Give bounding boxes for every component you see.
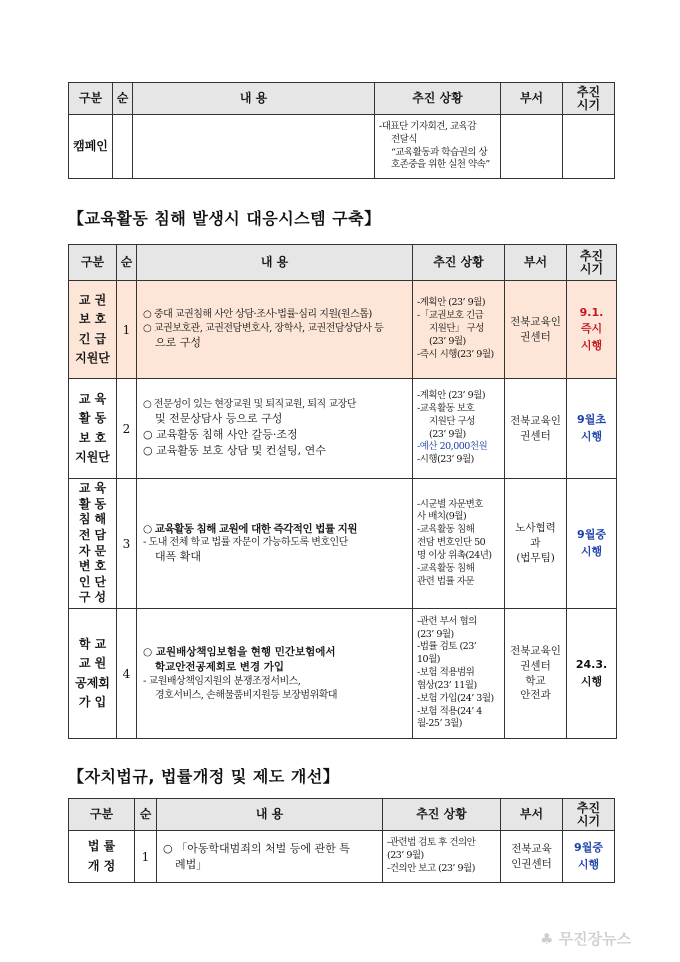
- header-time: 추진 시기: [563, 799, 615, 831]
- order-cell: 3: [117, 479, 137, 609]
- dept-cell: 전북교육인 권센터: [505, 281, 567, 379]
- time-cell: [563, 115, 615, 179]
- content-cell: ○ 교원배상책임보험을 현행 민간보험에서 학교안전공제회로 변경 가입 - 교원배상책임지원의 분쟁조정서비스, 경호서비스, 손해물품비지원등 보장범위확대: [137, 609, 413, 739]
- response-system-table: [68, 244, 617, 739]
- status-cell: -관련법 검토 후 건의안 (23’ 9월) -건의안 보고 (23’ 9월): [383, 831, 501, 883]
- dept-cell: 전북교육 인권센터: [501, 831, 563, 883]
- category-cell: 교 육 활 동 보 호 지원단: [69, 379, 117, 479]
- table-row: [69, 379, 617, 479]
- header-category: 구분: [69, 799, 135, 831]
- order-cell: 4: [117, 609, 137, 739]
- content-cell: ○ 교육활동 침해 교원에 대한 즉각적인 법률 지원 - 도내 전체 학교 법률 자문이 가능하도록 변호인단 대폭 확대: [137, 479, 413, 609]
- header-dept: 부서: [501, 83, 563, 115]
- category-col-left: 교 활 침 전 자 변 인 구: [78, 481, 91, 605]
- time-cell: 24.3. 시행: [567, 609, 617, 739]
- header-order: 순: [117, 245, 137, 281]
- header-time: 추진 시기: [563, 83, 615, 115]
- dept-cell: [501, 115, 563, 179]
- table-row: [69, 479, 617, 609]
- section-title-response-system: 【교육활동 침해 발생시 대응시스템 구축】: [68, 209, 381, 228]
- status-cell: -시군별 자문변호 사 배치(9월) -교육활동 침해 전담 변호인단 50 명 이상 위촉(24년) -교육활동 침해 관련 법률 자문: [413, 479, 505, 609]
- dept-cell: 전북교육인 권센터 학교 안전과: [505, 609, 567, 739]
- status-cell: -계획안 (23’ 9월) -「교권보호 긴급 지원단」 구성 (23’ 9월) -즉시 시행(23’ 9월): [413, 281, 505, 379]
- content-cell: [133, 115, 375, 179]
- category-cell: 교 권 보 호 긴 급 지원단: [69, 281, 117, 379]
- header-dept: 부서: [501, 799, 563, 831]
- table-row: [69, 831, 615, 883]
- content-cell: ○ 중대 교권침해 사안 상담·조사·법률·심리 지원(원스톱) ○ 교권보호관, 교권전담변호사, 장학사, 교권전담상담사 등 으로 구성: [137, 281, 413, 379]
- order-cell: 2: [117, 379, 137, 479]
- order-cell: 1: [135, 831, 157, 883]
- table-row: [69, 281, 617, 379]
- category-cell: 법 률 개 정: [69, 831, 135, 883]
- content-cell: ○ 전문성이 있는 현장교원 및 퇴직교원, 퇴직 교장단 및 전문상담사 등으로 구성 ○ 교육활동 침해 사안 갈등·조정 ○ 교육활동 보호 상담 및 컨설팅, 연수: [137, 379, 413, 479]
- order-cell: 1: [117, 281, 137, 379]
- header-time: 추진 시기: [567, 245, 617, 281]
- time-cell: 9.1. 즉시 시행: [567, 281, 617, 379]
- continuation-table: [68, 82, 615, 179]
- time-cell: 9월중 시행: [567, 479, 617, 609]
- status-cell: -관련 부서 협의 (23’ 9월) -법률 검토 (23’ 10월) -보험 적용범위 협상(23’ 11월) -보험 가입(24’ 3월) -보험 적용(24’ 4 월-25’ 3월): [413, 609, 505, 739]
- law-revision-table: [68, 798, 615, 883]
- header-category: 구분: [69, 245, 117, 281]
- time-cell: 9월중 시행: [563, 831, 615, 883]
- table-row: [69, 609, 617, 739]
- category-cell: 학 교 교 원 공제회 가 입: [69, 609, 117, 739]
- header-status: 추진 상황: [375, 83, 501, 115]
- dept-cell: 전북교육인 권센터: [505, 379, 567, 479]
- header-content: 내 용: [133, 83, 375, 115]
- time-cell: 9월초 시행: [567, 379, 617, 479]
- header-status: 추진 상황: [383, 799, 501, 831]
- header-order: 순: [113, 83, 133, 115]
- header-status: 추진 상황: [413, 245, 505, 281]
- content-cell: ○ 「아동학대범죄의 처벌 등에 관한 특 례법」: [157, 831, 383, 883]
- header-content: 내 용: [137, 245, 413, 281]
- status-cell: -계획안 (23’ 9월) -교육활동 보호 지원단 구성 (23’ 9월) -예산 20,000천원 -시행(23’ 9월): [413, 379, 505, 479]
- watermark-logo: ♣ 무진장뉴스: [540, 930, 632, 948]
- category-cell: 캠페인: [69, 115, 113, 179]
- header-dept: 부서: [505, 245, 567, 281]
- status-cell: -대표단 기자회견, 교육감 전달식 “교육활동과 학습권의 상 호존중을 위한 실천 약속”: [375, 115, 501, 179]
- dept-cell: 노사협력 과 (법무팀): [505, 479, 567, 609]
- category-cell: [69, 479, 117, 609]
- category-col-right: 육 동 해 담 문 호 단 성: [94, 481, 107, 605]
- section-title-law-revision: 【자치법규, 법률개정 및 제도 개선】: [68, 767, 340, 786]
- header-content: 내 용: [157, 799, 383, 831]
- order-cell: [113, 115, 133, 179]
- header-order: 순: [135, 799, 157, 831]
- header-category: 구분: [69, 83, 113, 115]
